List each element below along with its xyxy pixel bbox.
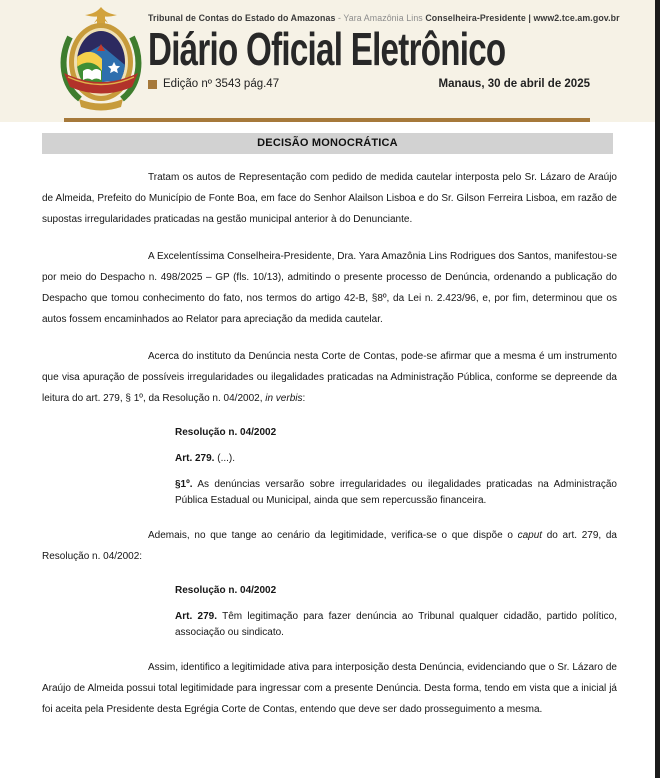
edition-label <box>148 78 279 90</box>
text-segment: caput <box>517 530 543 541</box>
text-segment: do art. 279, da Resolução n. 04/2002: <box>42 530 617 562</box>
president-title-url: Conselheira-Presidente | www2.tce.am.gov.br <box>425 13 620 23</box>
text-segment: As denúncias versarão sobre irregularidades ou ilegalidades praticadas na Administração Pública Estadual ou Municipal, ainda que sem repercussão financeira. <box>175 479 617 506</box>
masthead-text <box>148 0 620 122</box>
edition-row <box>148 78 590 90</box>
place-date: Manaus, 30 de abril de 2025 <box>438 78 590 91</box>
text-segment: Resolução n. 04/2002 <box>175 427 277 438</box>
page-right-edge <box>655 0 660 778</box>
document-heading: DECISÃO MONOCRÁTICA <box>42 133 613 154</box>
org-line <box>148 13 620 23</box>
president-name: Yara Amazônia Lins <box>343 13 426 23</box>
publication-title: Diário Oficial Eletrônico <box>148 23 506 75</box>
text-segment: Ademais, no que tange ao cenário da legitimidade, verifica-se o que dispõe o <box>148 530 518 541</box>
text-segment: Art. 279. <box>175 453 215 464</box>
text-segment: Assim, identifico a legitimidade ativa para interposição desta Denúncia, evidenciando que o Sr. Lázaro de Araújo de Almeida possui total legitimidade para ingressar com a presente Denúncia. Desta forma, tendo em vista que a inicial já foi aceita pela Presidente desta Egrégia Corte de Contas, entendo que deve ser dado prosseguimento a mesma. <box>42 662 617 715</box>
document-body <box>42 167 617 720</box>
text-segment: §1º. <box>175 479 193 490</box>
quote-paragraph <box>175 583 617 599</box>
edition-text: Edição nº 3543 pág.47 <box>163 78 280 91</box>
text-segment: A Excelentíssima Conselheira-Presidente, Dra. Yara Amazônia Lins Rodrigues dos Santos, manifestou-se por meio do Despacho n. 498/2025 – GP (fls. 10/13), admitindo o presente processo de Denúncia, ordenando a publicação do Despacho que tomou conhecimento do fato, nos termos do artigo 42-B, §8º, da Lei n. 2.423/96, e, por fim, determinou que os autos fossem encaminhados ao Relator para apreciação da medida cautelar. <box>42 251 617 325</box>
blockquote <box>175 425 617 509</box>
tce-am-coat-of-arms-icon <box>56 5 146 115</box>
text-segment: Têm legitimação para fazer denúncia ao Tribunal qualquer cidadão, partido político, associação ou sindicato. <box>175 611 618 638</box>
text-segment: (...). <box>214 453 236 464</box>
masthead <box>0 0 660 122</box>
text-segment: Tratam os autos de Representação com pedido de medida cautelar interposta pelo Sr. Lázaro de Araújo de Almeida, Prefeito do Município de Fonte Boa, em face do Senhor Alailson Lisboa e do Sr. Gilson Ferreira Lisboa, em razão de supostas irregularidades praticadas na gestão municipal anterior à do Denunciante. <box>42 172 617 225</box>
text-segment: Resolução n. 04/2002 <box>175 585 277 596</box>
paragraph <box>42 167 617 230</box>
header-divider-rule <box>64 118 590 122</box>
paragraph <box>42 525 617 567</box>
text-segment: Acerca do instituto da Denúncia nesta Corte de Contas, pode-se afirmar que a mesma é um instrumento que visa apuração de possíveis irregularidades ou ilegalidades praticadas na Administração Pública, conforme se depreende da leitura do art. 279, § 1º, da Resolução n. 04/2002, <box>42 351 617 404</box>
text-segment: : <box>302 393 306 404</box>
paragraph <box>42 657 617 720</box>
text-segment: Art. 279. <box>175 611 217 622</box>
edition-bullet-icon <box>148 80 157 89</box>
paragraph <box>42 246 617 330</box>
text-segment: in verbis <box>265 393 303 404</box>
quote-paragraph <box>175 609 617 641</box>
blockquote <box>175 583 617 641</box>
org-name: Tribunal de Contas do Estado do Amazonas <box>148 13 336 23</box>
org-separator: - <box>335 13 344 23</box>
quote-paragraph <box>175 477 617 509</box>
paragraph <box>42 346 617 409</box>
quote-paragraph <box>175 451 617 467</box>
quote-paragraph <box>175 425 617 441</box>
